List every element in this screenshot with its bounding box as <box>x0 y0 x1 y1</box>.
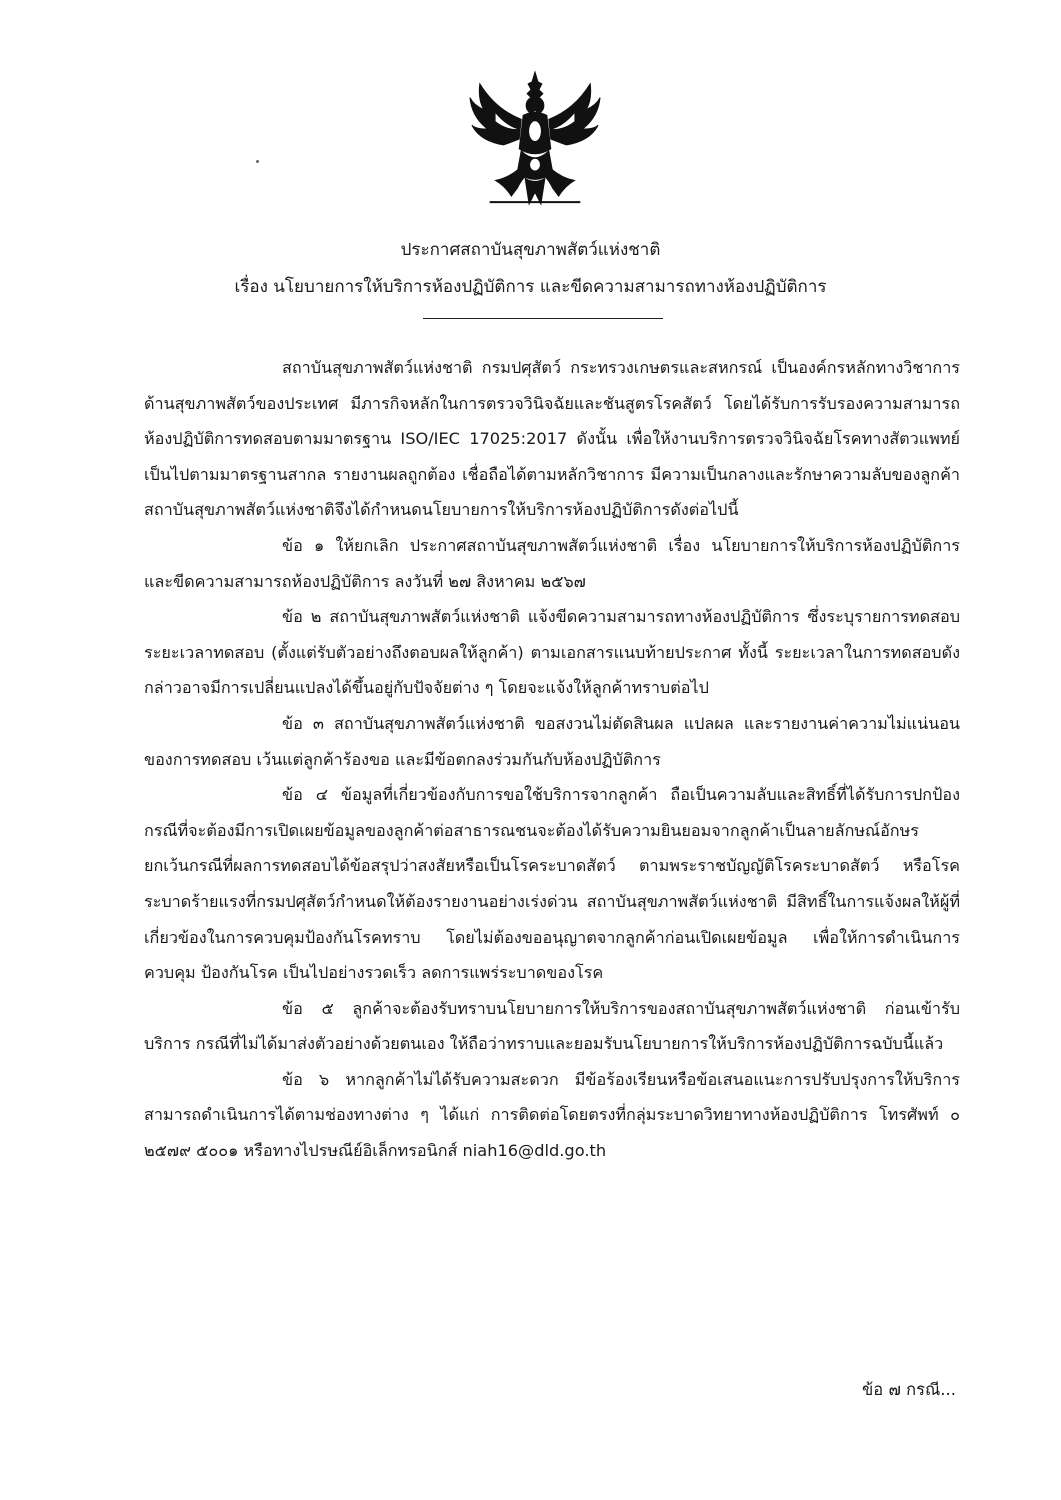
clause-6: ข้อ ๖ หากลูกค้าไม่ได้รับความสะดวก มีข้อร้องเรียนหรือข้อเสนอแนะการปรับปรุงการให้บริการ สามารถดำเนินการได้ตามช่องทางต่าง ๆ ได้แก่ การติดต่อโดยตรงที่กลุ่มระบาดวิทยาทางห้องปฏิบัติการ โทรศัพท์ ๐ ๒๕๗๙ ๕๐๐๑ หรือทางไปรษณีย์อิเล็กทรอนิกส์ niah16@dld.go.th <box>144 1069 960 1161</box>
announcement-title: ประกาศสถาบันสุขภาพสัตว์แห่งชาติ <box>400 240 661 260</box>
clause-4: ข้อ ๔ ข้อมูลที่เกี่ยวข้องกับการขอใช้บริการจากลูกค้า ถือเป็นความลับและสิทธิ์ที่ได้รับการปกป้อง กรณีที่จะต้องมีการเปิดเผยข้อมูลของลูกค้าต่อสาธารณชนจะต้องได้รับความยินยอมจากลูกค้าเป็นลายลักษณ์อักษร ยกเว้นกรณีที่ผลการทดสอบได้ข้อสรุปว่าสงสัยหรือเป็นโรคระบาดสัตว์ ตามพระราชบัญญัติโรคระบาดสัตว์ หรือโรคระบาดร้ายแรงที่กรมปศุสัตว์กำหนดให้ต้องรายงานอย่างเร่งด่วน สถาบันสุขภาพสัตว์แห่งชาติ มีสิทธิ์ในการแจ้งผลให้ผู้ที่เกี่ยวข้องในการควบคุมป้องกันโรคทราบ โดยไม่ต้องขออนุญาตจากลูกค้าก่อนเปิดเผยข้อมูล เพื่อให้การดำเนินการควบคุม ป้องกันโรค เป็นไปอย่างรวดเร็ว ลดการแพร่ระบาดของโรค <box>144 785 960 983</box>
clause-1: ข้อ ๑ ให้ยกเลิก ประกาศสถาบันสุขภาพสัตว์แห่งชาติ เรื่อง นโยบายการให้บริการห้องปฏิบัติการ และขีดความสามารถห้องปฏิบัติการ ลงวันที่ ๒๗ สิงหาคม ๒๕๖๗ <box>144 535 960 591</box>
garuda-emblem-icon <box>466 70 604 208</box>
announcement-subject: เรื่อง นโยบายการให้บริการห้องปฏิบัติการ และขีดความสามารถทางห้องปฏิบัติการ <box>234 277 827 297</box>
clause-3: ข้อ ๓ สถาบันสุขภาพสัตว์แห่งชาติ ขอสงวนไม่ตัดสินผล แปลผล และรายงานค่าความไม่แน่นอนของการทดสอบ เว้นแต่ลูกค้าร้องขอ และมีข้อตกลงร่วมกันกับห้องปฏิบัติการ <box>144 713 960 769</box>
page-continuation: ข้อ ๗ กรณี... <box>862 1380 956 1399</box>
clause-5: ข้อ ๕ ลูกค้าจะต้องรับทราบนโยบายการให้บริการของสถาบันสุขภาพสัตว์แห่งชาติ ก่อนเข้ารับบริการ กรณีที่ไม่ได้มาส่งตัวอย่างด้วยตนเอง ให้ถือว่าทราบและยอมรับนโยบายการให้บริการห้องปฏิบัติการฉบับนี้แล้ว <box>144 998 960 1054</box>
title-divider <box>423 318 663 319</box>
clause-2: ข้อ ๒ สถาบันสุขภาพสัตว์แห่งชาติ แจ้งขีดความสามารถทางห้องปฏิบัติการ ซึ่งระบุรายการทดสอบ ระยะเวลาทดสอบ (ตั้งแต่รับตัวอย่างถึงตอบผลให้ลูกค้า) ตามเอกสารแนบท้ายประกาศ ทั้งนี้ ระยะเวลาในการทดสอบดังกล่าวอาจมีการเปลี่ยนแปลงได้ขึ้นอยู่กับปัจจัยต่าง ๆ โดยจะแจ้งให้ลูกค้าทราบต่อไป <box>144 607 960 698</box>
document-body <box>144 350 960 1169</box>
intro-paragraph: สถาบันสุขภาพสัตว์แห่งชาติ กรมปศุสัตว์ กระทรวงเกษตรและสหกรณ์ เป็นองค์กรหลักทางวิชาการด้านสุขภาพสัตว์ของประเทศ มีภารกิจหลักในการตรวจวินิจฉัยและชันสูตรโรคสัตว์ โดยได้รับการรับรองความสามารถห้องปฏิบัติการทดสอบตามมาตรฐาน ISO/IEC 17025:2017 ดังนั้น เพื่อให้งานบริการตรวจวินิจฉัยโรคทางสัตวแพทย์เป็นไปตามมาตรฐานสากล รายงานผลถูกต้อง เชื่อถือได้ตามหลักวิชาการ มีความเป็นกลางและรักษาความลับของลูกค้า สถาบันสุขภาพสัตว์แห่งชาติจึงได้กำหนดนโยบายการให้บริการห้องปฏิบัติการดังต่อไปนี้ <box>144 358 960 520</box>
scan-speck <box>256 160 259 163</box>
